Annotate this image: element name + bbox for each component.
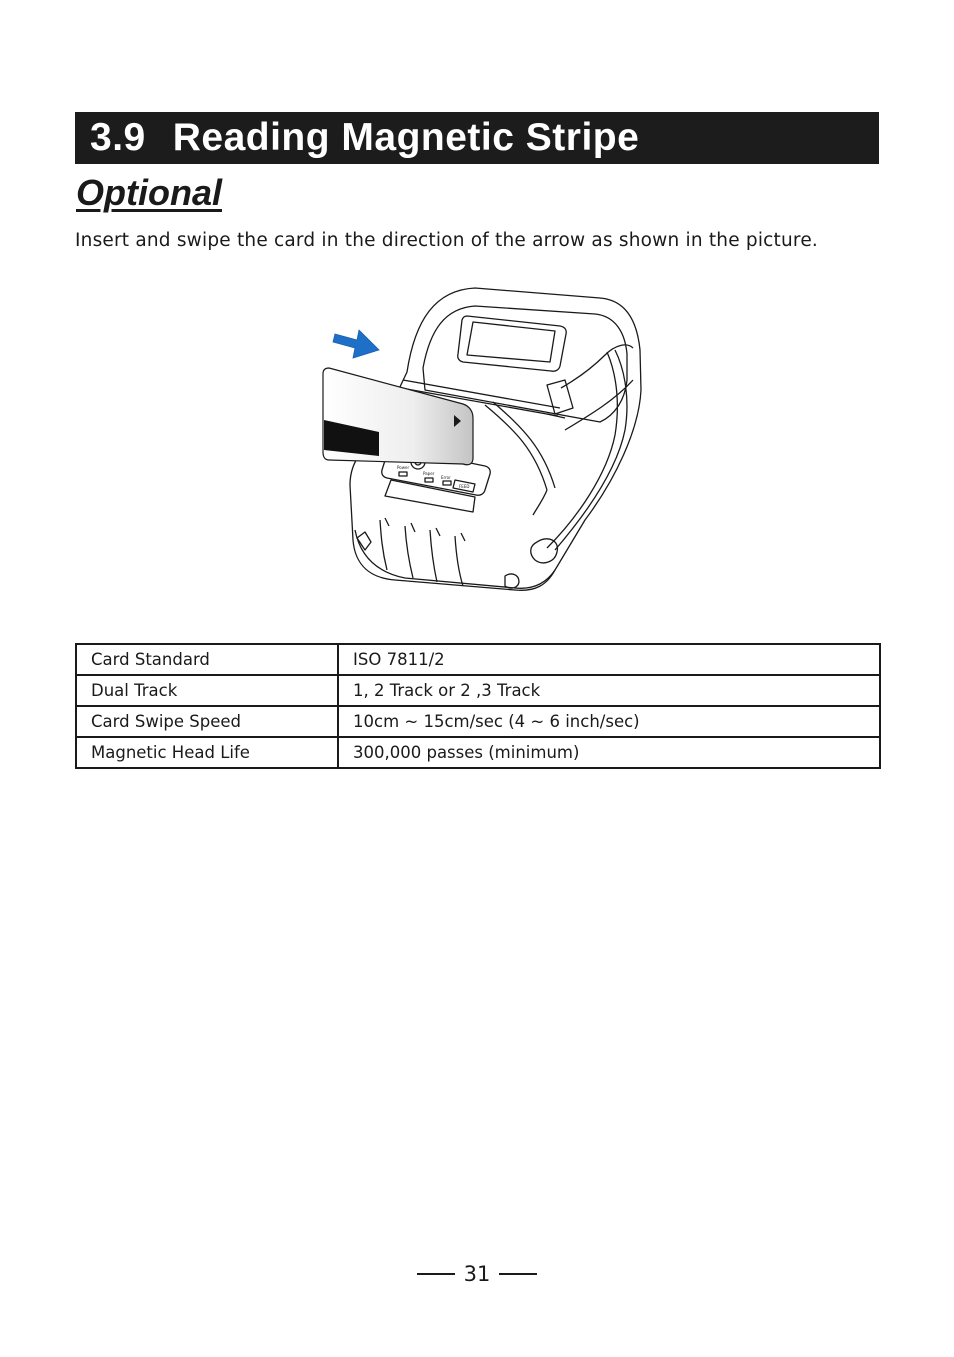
spec-value: 300,000 passes (minimum) xyxy=(338,737,880,768)
page-footer xyxy=(0,1262,954,1286)
table-row xyxy=(76,737,880,768)
subtitle-optional: Optional xyxy=(76,172,222,213)
spec-table xyxy=(75,643,881,769)
page-number: 31 xyxy=(463,1262,491,1286)
section-header xyxy=(75,112,879,164)
swipe-direction-arrow-icon xyxy=(333,330,379,358)
table-row xyxy=(76,706,880,737)
power-label: Power xyxy=(397,465,410,470)
spec-label: Card Standard xyxy=(76,644,338,675)
spec-value: ISO 7811/2 xyxy=(338,644,880,675)
spec-label: Magnetic Head Life xyxy=(76,737,338,768)
table-row xyxy=(76,675,880,706)
spec-label: Card Swipe Speed xyxy=(76,706,338,737)
feed-label: FEED xyxy=(459,484,470,489)
printer-card-swipe-illustration xyxy=(315,280,655,610)
footer-rule-left xyxy=(417,1273,455,1275)
control-panel-labels xyxy=(397,465,469,489)
intro-text: Insert and swipe the card in the direction of the arrow as shown in the picture. xyxy=(75,230,818,251)
error-label: Error xyxy=(441,475,451,480)
table-row xyxy=(76,644,880,675)
paper-label: Paper xyxy=(423,471,435,476)
spec-value: 10cm ~ 15cm/sec (4 ~ 6 inch/sec) xyxy=(338,706,880,737)
magnetic-card xyxy=(323,368,473,465)
section-number: 3.9 xyxy=(90,116,146,159)
footer-rule-right xyxy=(499,1273,537,1275)
spec-value: 1, 2 Track or 2 ,3 Track xyxy=(338,675,880,706)
spec-label: Dual Track xyxy=(76,675,338,706)
section-title: Reading Magnetic Stripe xyxy=(172,116,640,159)
